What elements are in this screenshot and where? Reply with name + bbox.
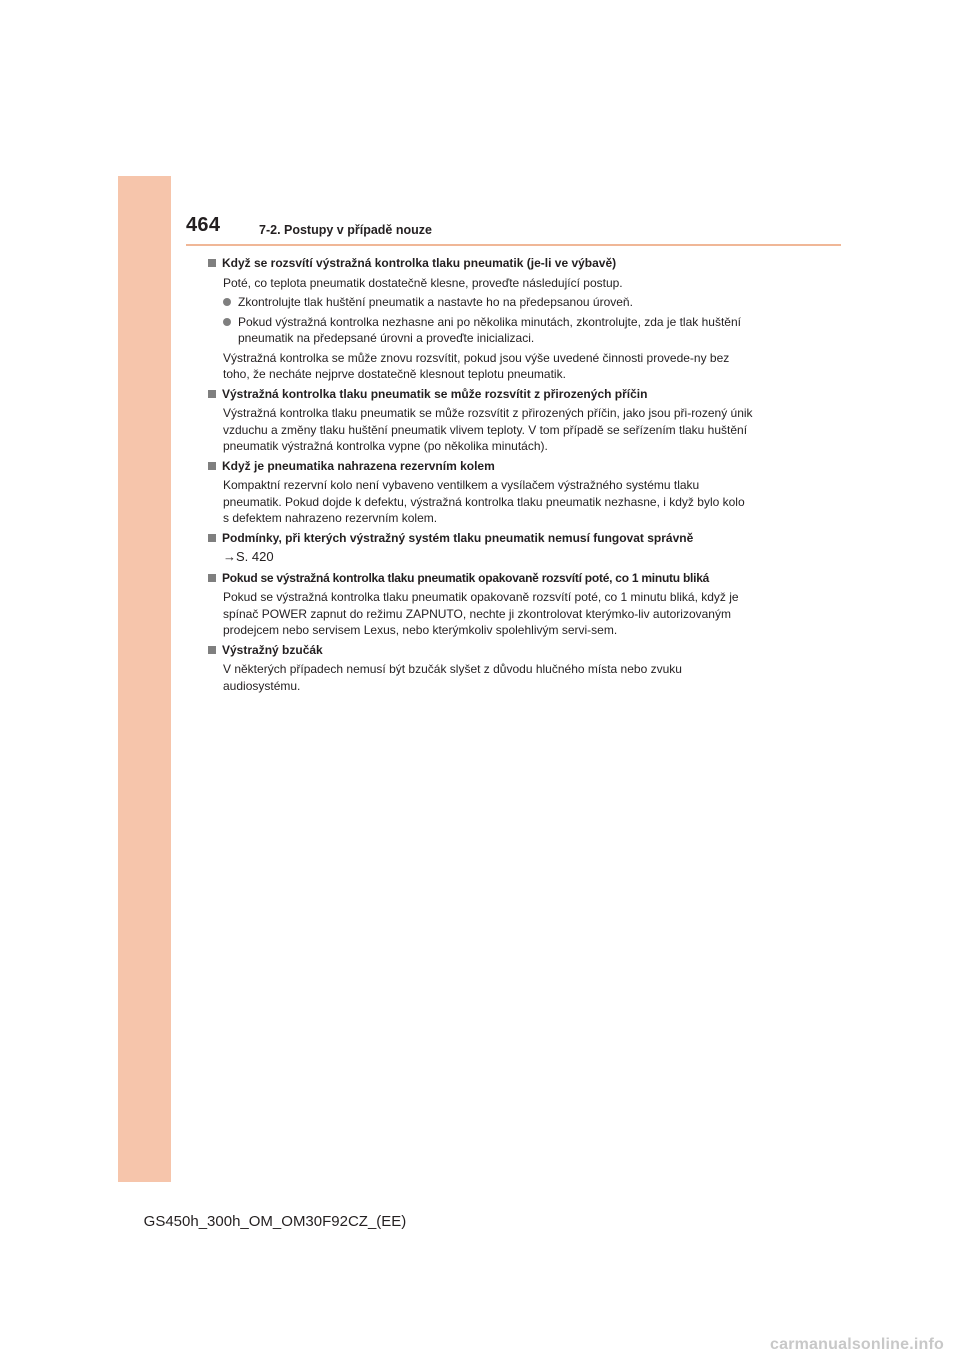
section-heading: Výstražná kontrolka tlaku pneumatik se může rozsvítit z přirozených příčin (208, 386, 753, 403)
header-divider (186, 244, 841, 246)
section-spare-wheel (208, 458, 753, 527)
section-heading: Pokud se výstražná kontrolka tlaku pneumatik opakovaně rozsvítí poté, co 1 minutu bliká (208, 570, 753, 587)
square-bullet-icon (208, 646, 216, 654)
section-repeated-blinking (208, 570, 753, 639)
section-buzzer (208, 642, 753, 695)
list-item: Zkontrolujte tlak huštění pneumatik a nastavte ho na předepsanou úroveň. (208, 294, 753, 311)
section-title: 7-2. Postupy v případě nouze (259, 223, 432, 237)
page-header (186, 212, 841, 248)
watermark-text: carmanualsonline.info (770, 1336, 945, 1353)
list-item: Pokud výstražná kontrolka nezhasne ani po několika minutách, zkontrolujte, zda je tlak huštění pneumatik na předepsané úrovni a proveďte inicializaci. (208, 314, 753, 347)
round-bullet-icon (223, 318, 231, 326)
square-bullet-icon (208, 534, 216, 542)
square-bullet-icon (208, 574, 216, 582)
paragraph: V některých případech nemusí být bzučák slyšet z důvodu hlučného místa nebo zvuku audiosystému. (223, 662, 682, 693)
square-bullet-icon (208, 390, 216, 398)
paragraph: Pokud se výstražná kontrolka tlaku pneumatik opakovaně rozsvítí poté, co 1 minutu bliká, když je spínač POWER zapnut do režimu ZAPNUTO, nechte ji zkontrolovat kterýmko-liv autorizovaným prodejcem nebo servisem Lexus, nebo kterýmkoliv spolehlivým servi-sem. (223, 590, 739, 637)
section-tpms-light-on (208, 255, 753, 383)
section-heading: Podmínky, při kterých výstražný systém tlaku pneumatik nemusí fungovat správně (208, 530, 753, 547)
section-heading: Když je pneumatika nahrazena rezervním kolem (208, 458, 753, 475)
paragraph: Výstražná kontrolka tlaku pneumatik se může rozsvítit z přirozených příčin, jako jsou při-rozený únik vzduchu a změny tlaku huštění pneumatik vlivem teploty. V tom případě se seřízením tlaku huštění pneumatik výstražná kontrolka vypne (po několika minutách). (223, 406, 753, 453)
side-tab-bar (118, 176, 171, 1182)
page-number: 464 (186, 214, 221, 236)
main-content (208, 255, 753, 697)
section-conditions (208, 530, 753, 566)
paragraph: Poté, co teplota pneumatik dostatečně klesne, proveďte následující postup. (223, 275, 623, 290)
section-heading: Když se rozsvítí výstražná kontrolka tlaku pneumatik (je-li ve výbavě) (208, 255, 753, 272)
section-heading: Výstražný bzučák (208, 642, 753, 659)
square-bullet-icon (208, 462, 216, 470)
page-reference-link[interactable]: →S. 420 (223, 549, 274, 564)
document-code: GS450h_300h_OM_OM30F92CZ_(EE) (143, 1213, 407, 1230)
paragraph: Výstražná kontrolka se může znovu rozsvítit, pokud jsou výše uvedené činnosti provede-ny bez toho, že necháte nejprve dostatečně klesnout teplotu pneumatik. (223, 350, 730, 381)
round-bullet-icon (223, 298, 231, 306)
square-bullet-icon (208, 259, 216, 267)
page-footer (0, 1213, 960, 1230)
section-natural-causes (208, 386, 753, 455)
paragraph: Kompaktní rezervní kolo není vybaveno ventilkem a vysílačem výstražného systému tlaku pneumatik. Pokud dojde k defektu, výstražná kontrolka tlaku pneumatik nezhasne, i když bylo kolo s defektem nahrazeno rezervním kolem. (223, 478, 745, 525)
